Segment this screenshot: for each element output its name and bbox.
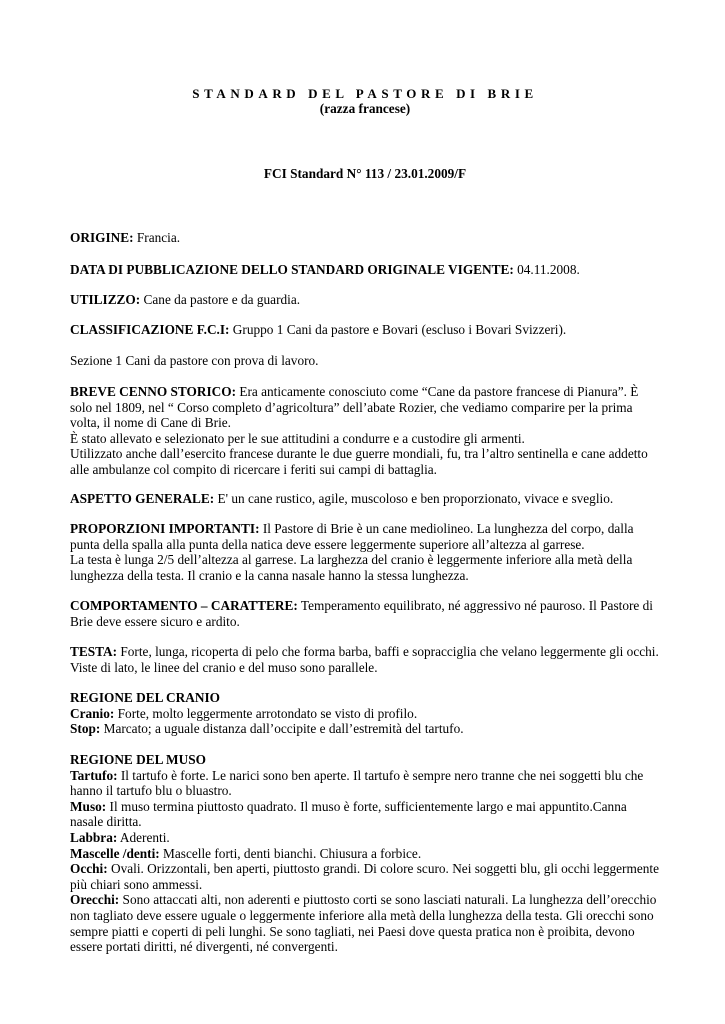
origine-paragraph xyxy=(70,230,660,246)
regione-cranio-section xyxy=(70,690,660,737)
regione-cranio-heading: REGIONE DEL CRANIO xyxy=(70,690,220,705)
classificazione-label: CLASSIFICAZIONE F.C.I: xyxy=(70,322,230,337)
document-title: STANDARD DEL PASTORE DI BRIE xyxy=(192,86,538,101)
proporzioni-label: PROPORZIONI IMPORTANTI: xyxy=(70,521,260,536)
data-pubblicazione-label: DATA DI PUBBLICAZIONE DELLO STANDARD ORIGINALE VIGENTE: xyxy=(70,262,514,277)
proporzioni-text-1: Il Pastore di Brie è un cane mediolineo. La lunghezza del corpo, dalla punta della spalla alla punta della natica deve essere leggermente superiore all’altezza al garrese. xyxy=(70,521,634,552)
tartufo-text: Il tartufo è forte. Le narici sono ben aperte. Il tartufo è sempre nero tranne che nei soggetti blu che hanno il tartufo blu o bluastro. xyxy=(70,767,644,799)
data-pubblicazione-text: 04.11.2008. xyxy=(513,262,580,277)
comportamento-text: Temperamento equilibrato, né aggressivo né pauroso. Il Pastore di Brie deve essere sicuro e ardito. xyxy=(70,598,653,629)
tartufo-label: Tartufo: xyxy=(70,767,118,783)
stop-label: Stop: xyxy=(70,721,101,737)
proporzioni-paragraph xyxy=(70,521,660,583)
aspetto-paragraph xyxy=(70,491,660,507)
labbra-text: Aderenti. xyxy=(117,829,170,845)
mascelle-text: Mascelle forti, denti bianchi. Chiusura a forbice. xyxy=(159,845,422,861)
utilizzo-label: UTILIZZO: xyxy=(70,292,141,307)
storico-text-1: Era anticamente conosciuto come “Cane da pastore francese di Pianura”. È solo nel 1809, nel “ Corso completo d’agricoltura” dell’abate Rozier, che vediamo comparire per la prima volta, il nome di Cane di Brie. xyxy=(70,384,639,431)
classificazione-paragraph xyxy=(70,322,660,338)
origine-label: ORIGINE: xyxy=(70,230,134,245)
stop-text: Marcato; a uguale distanza dall’occipite e dall’estremità del tartufo. xyxy=(100,721,464,737)
storico-paragraph xyxy=(70,384,660,478)
storico-label: BREVE CENNO STORICO: xyxy=(70,384,236,399)
aspetto-text: E' un cane rustico, agile, muscoloso e ben proporzionato, vivace e sveglio. xyxy=(214,491,614,506)
regione-muso-heading: REGIONE DEL MUSO xyxy=(70,752,206,767)
labbra-label: Labbra: xyxy=(70,829,118,845)
testa-paragraph xyxy=(70,644,660,675)
comportamento-label: COMPORTAMENTO – CARATTERE: xyxy=(70,598,298,613)
cranio-label: Cranio: xyxy=(70,705,115,721)
sezione-paragraph: Sezione 1 Cani da pastore con prova di lavoro. xyxy=(70,353,319,368)
utilizzo-text: Cane da pastore e da guardia. xyxy=(140,292,301,307)
origine-text: Francia. xyxy=(133,230,181,245)
classificazione-text: Gruppo 1 Cani da pastore e Bovari (escluso i Bovari Svizzeri). xyxy=(229,322,567,337)
occhi-label: Occhi: xyxy=(70,861,108,877)
mascelle-label: Mascelle /denti: xyxy=(70,845,160,861)
orecchi-text: Sono attaccati alti, non aderenti e piuttosto corti se sono lasciati naturali. La lunghezza dell’orecchio non tagliato deve essere uguale o leggermente inferiore alla metà della lunghezza della testa. Gli orecchi sono sempre piatti e coperti di peli lunghi. Se sono tagliati, nei Paesi dove questa pratica non è proibita, devono essere portati diritti, né divergenti, né convergenti. xyxy=(70,892,657,955)
storico-text-3: Utilizzato anche dall’esercito francese durante le due guerre mondiali, fu, tra l’altro sentinella e cane addetto alle ambulanze col compito di ricercare i feriti sui campi di battaglia. xyxy=(70,446,648,477)
proporzioni-text-2: La testa è lunga 2/5 dell’altezza al garrese. La larghezza del cranio è leggermente inferiore alla metà della lunghezza della testa. Il cranio e la canna nasale hanno la stessa lunghezza. xyxy=(70,552,633,583)
utilizzo-paragraph xyxy=(70,292,660,308)
storico-text-2: È stato allevato e selezionato per le sue attitudini a condurre e a custodire gli armenti. xyxy=(70,430,525,446)
fci-standard-ref: FCI Standard N° 113 / 23.01.2009/F xyxy=(263,166,467,181)
testa-text: Forte, lunga, ricoperta di pelo che forma barba, baffi e sopracciglia che velano leggermente gli occhi. Viste di lato, le linee del cranio e del muso sono parallele. xyxy=(70,644,659,675)
comportamento-paragraph xyxy=(70,598,660,629)
occhi-text: Ovali. Orizzontali, ben aperti, piuttosto grandi. Di colore scuro. Nei soggetti blu, gli occhi leggermente più chiari sono ammessi. xyxy=(70,861,659,892)
testa-label: TESTA: xyxy=(70,644,118,659)
cranio-text: Forte, molto leggermente arrotondato se visto di profilo. xyxy=(114,705,418,721)
document-subtitle: (razza francese) xyxy=(319,101,411,116)
aspetto-label: ASPETTO GENERALE: xyxy=(70,491,215,506)
muso-text: Il muso termina piuttosto quadrato. Il muso è forte, sufficientemente largo e mai appuntito.Canna nasale diritta. xyxy=(70,798,627,830)
orecchi-label: Orecchi: xyxy=(70,892,120,908)
data-pubblicazione-paragraph xyxy=(70,262,660,278)
regione-muso-section xyxy=(70,752,660,955)
muso-label: Muso: xyxy=(70,798,107,814)
